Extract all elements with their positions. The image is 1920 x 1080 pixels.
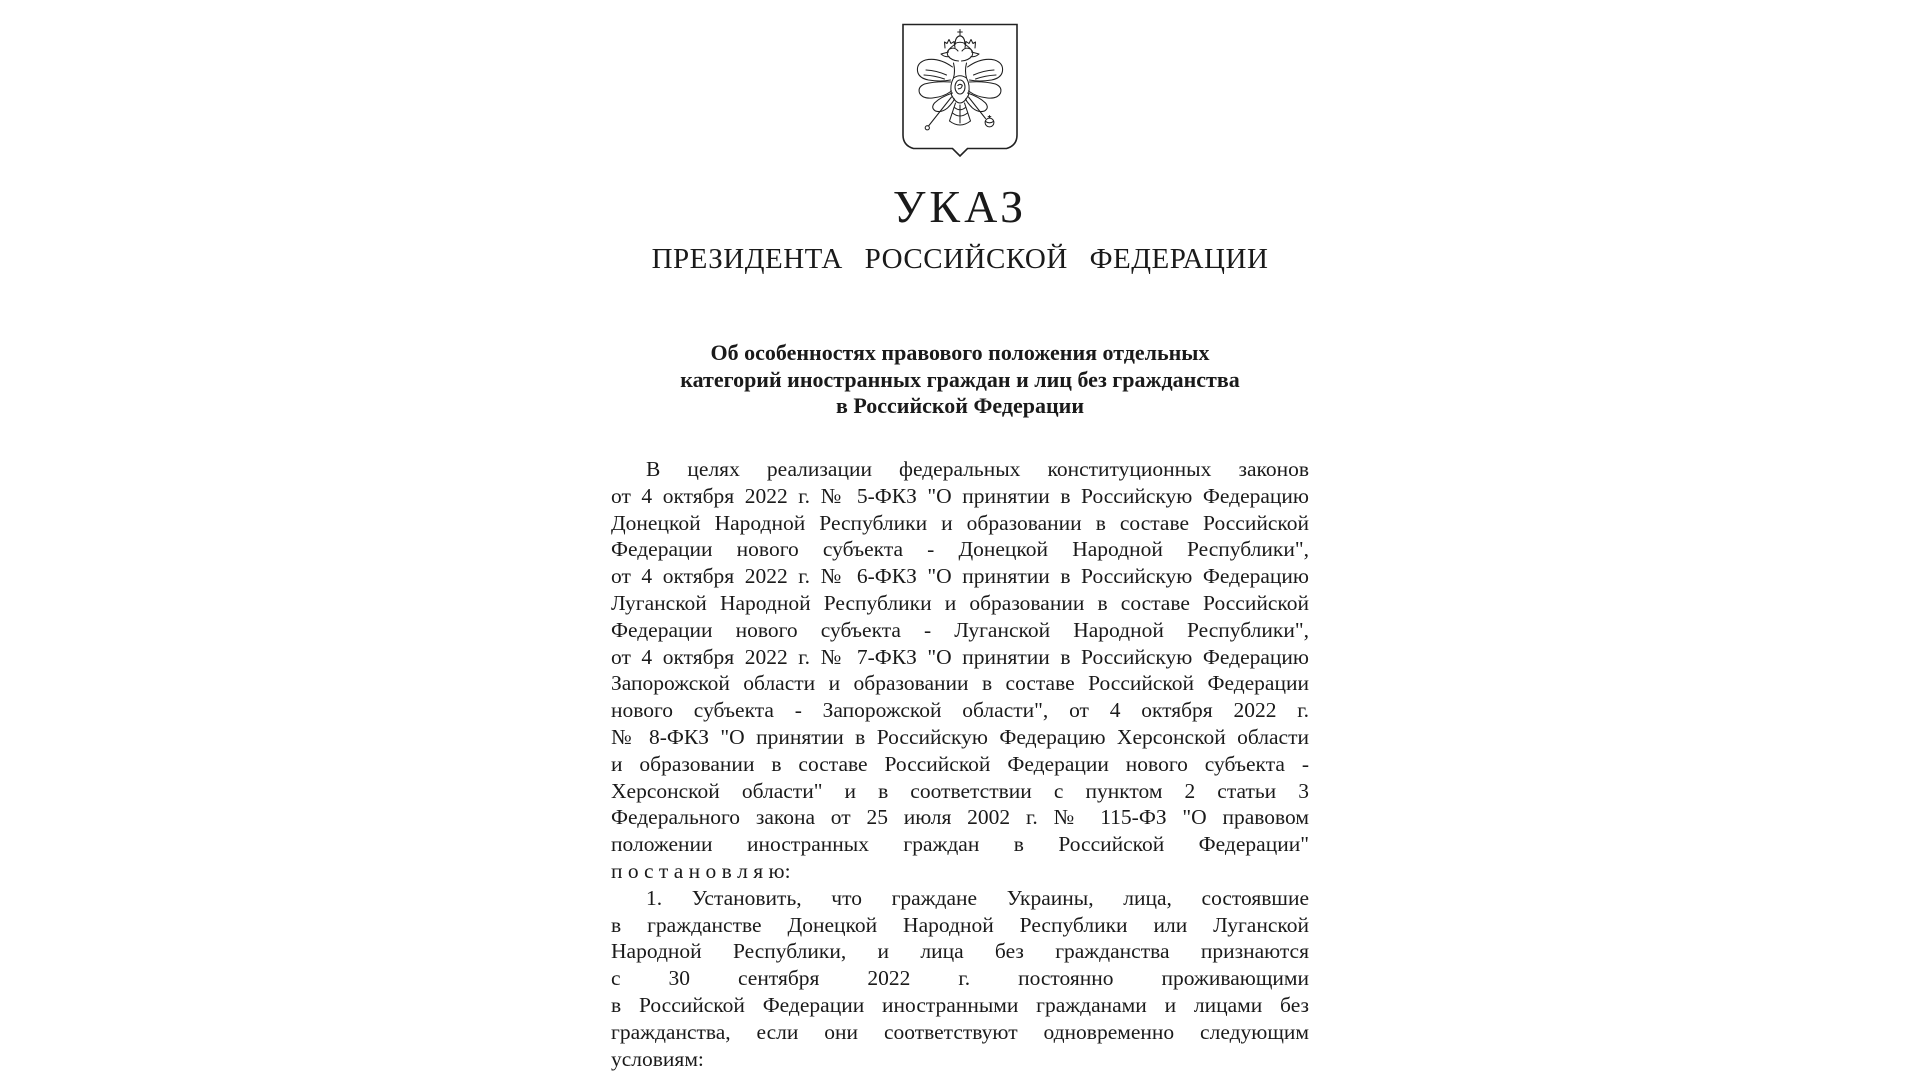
- document-body-line: В целях реализации федеральных конституционных законов: [646, 457, 1309, 481]
- document-body-line: с 30 сентября 2022 г. постоянно проживающими: [611, 966, 1309, 991]
- document-body-line: Народной Республики, и лица без гражданства признаются: [611, 939, 1309, 964]
- document-type-title: УКАЗ: [892, 181, 1028, 232]
- document-body-line: п о с т а н о в л я ю:: [611, 858, 791, 883]
- coat-of-arms-icon: [902, 23, 1019, 157]
- document-body-line: Запорожской области и образовании в составе Российской Федерации: [611, 671, 1309, 696]
- document-body-line: в Российской Федерации иностранными гражданами и лицами без: [611, 992, 1309, 1017]
- document-title-line: категорий иностранных граждан и лиц без гражданства: [680, 366, 1240, 392]
- document-body-line: Федерального закона от 25 июля 2002 г. № 115-ФЗ "О правовом: [611, 805, 1309, 830]
- document-body-line: условиям:: [611, 1046, 704, 1071]
- document-body: [611, 456, 1309, 1080]
- document-issuer: ПРЕЗИДЕНТА РОССИЙСКОЙ ФЕДЕРАЦИИ: [651, 243, 1269, 275]
- document-body-line: гражданства, если они соответствуют одновременно следующим: [611, 1019, 1309, 1044]
- decree-page: [611, 0, 1309, 1080]
- document-body-line: от 4 октября 2022 г. № 6-ФКЗ "О принятии в Российскую Федерацию: [611, 564, 1309, 589]
- document-title: [611, 340, 1309, 420]
- document-body-line: в гражданстве Донецкой Народной Республики или Луганской: [611, 912, 1309, 937]
- document-body-line: положении иностранных граждан в Российской Федерации": [611, 832, 1309, 857]
- document-body-line: Херсонской области" и в соответствии с пунктом 2 статьи 3: [611, 778, 1309, 803]
- document-title-line: Об особенностях правового положения отдельных: [710, 340, 1210, 365]
- document-body-line: от 4 октября 2022 г. № 7-ФКЗ "О принятии в Российскую Федерацию: [611, 644, 1309, 669]
- document-body-line: Федерации нового субъекта - Луганской Народной Республики",: [611, 617, 1309, 642]
- document-body-line: от 4 октября 2022 г. № 5-ФКЗ "О принятии в Российскую Федерацию: [611, 483, 1309, 508]
- document-body-line: № 8-ФКЗ "О принятии в Российскую Федерацию Херсонской области: [611, 724, 1309, 749]
- document-title-line: в Российской Федерации: [835, 393, 1084, 418]
- document-body-line: 1. Установить, что граждане Украины, лица, состоявшие: [646, 885, 1309, 910]
- document-body-line: и образовании в составе Российской Федерации нового субъекта -: [611, 751, 1309, 776]
- document-body-line: Луганской Народной Республики и образовании в составе Российской: [611, 590, 1309, 615]
- document-body-line: Федерации нового субъекта - Донецкой Народной Республики",: [611, 537, 1309, 562]
- document-body-line: Донецкой Народной Республики и образовании в составе Российской: [611, 510, 1309, 535]
- document-body-line: нового субъекта - Запорожской области", от 4 октября 2022 г.: [611, 698, 1309, 723]
